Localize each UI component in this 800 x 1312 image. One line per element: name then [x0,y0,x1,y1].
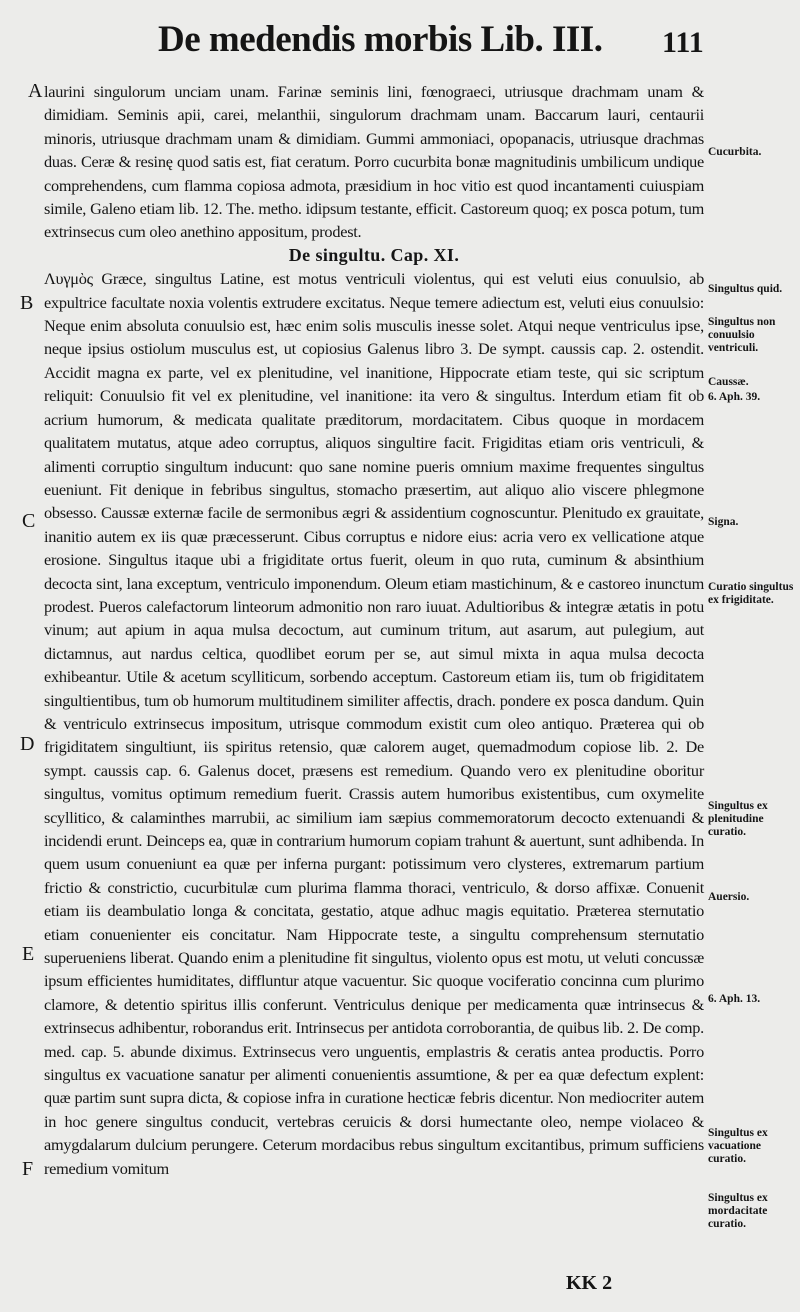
paragraph-singultus: Λυγμὸς Græce, singultus Latine, est motus ventriculi violentus, qui est veluti eius conuulsio, ab expultrice facultate noxia volentis extrudere excitatus. Neque temere adiectum est, veluti eius conuulsio: Neque enim absoluta conuulsio est, hæc enim solis musculis inesse solet. Atqui neque ventriculus ipse, neque ipsius ostiolum musculus est, ut copiosius Galenus libro 3. De sympt. caussis cap. 2. ostendit. Accidit magna ex parte, vel ex plenitudine, vel inanitione, Hippocrate etiam teste, qui sic scriptum reliquit: Conuulsio fit vel ex plenitudine, vel inanitione: ita vero & singultus. Interdum etiam fit ob acrium humorum, & medicata qualitate præditorum, mordacitatem. Cibus quoque in mordacem qualitatem mutatus, atque adeo corruptus, aliquos singultire facit. Frigiditas etiam oris ventriculi, & alimenti corruptio singultum inducunt: quo sane nomine pueris omnium maxime frequentes singultus eueniunt. Fit denique in febribus singultus, stomacho præsertim, aut aliquo alio viscere phlegmone obsesso. Caussæ externæ facile de sermonibus ægri & assidentium cognoscuntur. Plenitudo ex grauitate, inanitio autem ex iis quæ præcesserunt. Cibus corruptus e nidore eius: acria vero ex vellicatione atque erosione. Singultus itaque ubi a frigiditate ortus fuerit, oleum in quo ruta, cuminum & absinthium decocta sint, lana exceptum, ventriculo imponendum. Oleum etiam mastichinum, & e castoreo inunctum prodest. Pueros calefactorum linteorum admonitio non raro iuuat. Adultioribus & integræ ætatis in potu vinum; aut apium in aqua mulsa decoctum, aut cuminum tritum, aut asarum, aut pulegium, aut dictamnus, aut nardus celtica, quodlibet eorum per se, aut simul mixta in aqua mulsa decocta exhibeantur. Utile & acetum scylliticum, sorbendo acceptum. Castoreum etiam iis, tum ob frigiditatem singultientibus, tum ob humorum multitudinem similiter affectis, drach. pondere ex posca dandum. Quin & ventriculo extrinsecus impositum, utrisque commodum existit cum oleo antiquo. Præterea qui ob frigiditatem singultiunt, iis spiritus retensio, quæ calorem auget, quemadmodum copiose lib. 2. De sympt. caussis cap. 6. Galenus docet, præsens est remedium. Quando vero ex plenitudine oboritur singultus, vomitus optimum remedium fuerit. Crassis autem humoribus existentibus, cum oxymelite scyllitico, & calaminthes marrubii, ac similium iam sæpius commemoratorum decocto extenuandi & incidendi erunt. Deinceps ea, quæ in contrarium humorum copiam trahunt & auertunt, sunt adhibenda. In quem usum conueniunt ea quæ per inferna purgant: potissimum vero clysteres, extremarum partium frictio & constrictio, cucurbitulæ cum plurima flamma thoraci, ventriculo, & dorso affixæ. Conuenit etiam iis deambulatio longa & concitata, gestatio, atque adhuc magis equitatio. Præterea sternutatio etiam conuenienter eis concitatur. Nam Hippocrate teste, a singultu comprehensum sternutatio superueniens liberat. Quando enim a plenitudine fit singultus, violento opus est motu, ut veluti concussæ ipsum efficientes humiditates, diffluntur atque vacuentur. Sic quoque vociferatio concinna cum plurimo clamore, & detentio spiritus illis conferunt. Ventriculus denique per medicamenta quæ intrinsecus & extrinsecus adhibentur, roborandus erit. Intrinsecus per antidota corroborantia, de quibus lib. 2. De comp. med. cap. 5. abunde diximus. Extrinsecus vero unguentis, emplastris & ceratis antea productis. Porro singultus ex vacuatione sanatur per alimenti conuenientis assumtione, & per ea quæ defectum explent: quæ partim sunt supra dicta, & copiose infra in curatione hecticæ febris dicentur. Non mediocriter autem in hoc genere singultus conducit, vertebras ceruicis & dorsi humectante oleo, nempe violaceo & amygdalarum dulcium perungere. Ceterum mordacibus rebus singultum excitantibus, primum sufficiens remedium vomitum [44,269,704,1178]
margin-note-auersio: Auersio. [708,891,750,903]
margin-note-aph-13: 6. Aph. 13. [708,993,761,1005]
margin-note-frigiditate: Curatio singultus ex frigiditate. [708,581,794,606]
margin-note-vacuatione: Singultus ex vacuatione curatio. [708,1127,768,1165]
section-letter-f: F [22,1158,34,1180]
margin-note-non-conuulsio: Singultus non conuulsio ventriculi. [708,316,776,354]
paragraph-cerate-recipe: laurini singulorum unciam unam. Farinæ seminis lini, fœnograeci, utriusque drachmam unam & dimidiam. Seminis apii, carei, melanthii, singulorum drachmam unam. Baccarum lauri, centaurii minoris, utriusque drachmam unam & dimidiam. Gummi ammoniaci, opopanacis, utriusque drachmas duas. Ceræ & resinę quod satis est, fiat ceratum. Porro cucurbita bonæ magnitudinis umbilicum undique comprehendens, cum flamma copiosa admota, præsidium in hoc vitio est quod incantamenti cuiuspiam simile, Galeno etiam lib. 12. The. metho. idipsum testante, efficit. Castoreum quoq; ex posca potum, tum extrinsecus cum oleo anethino appositum, prodest. [44,82,704,242]
margin-note-plenitudine: Singultus ex plenitudine curatio. [708,800,768,838]
margin-note-mordacitate: Singultus ex mordacitate curatio. [708,1192,768,1230]
main-text-column [44,80,704,1180]
section-letter-b: B [20,292,34,314]
margin-note-cucurbita: Cucurbita. [708,146,762,158]
section-letter-d: D [20,733,35,755]
page-number: 111 [662,26,704,59]
section-letter-a: A [28,80,43,102]
section-letter-e: E [22,943,35,965]
margin-note-caussae: Caussæ. [708,376,749,388]
margin-note-singultus-quid: Singultus quid. [708,283,783,295]
chapter-title: De singultu. Cap. XI. [288,244,460,265]
section-letter-c: C [22,510,36,532]
signature-mark: KK 2 [566,1272,613,1294]
margin-note-signa: Signa. [708,516,739,528]
running-header-title: De medendis morbis Lib. III. [158,19,603,60]
margin-note-aph-39: 6. Aph. 39. [708,391,761,403]
